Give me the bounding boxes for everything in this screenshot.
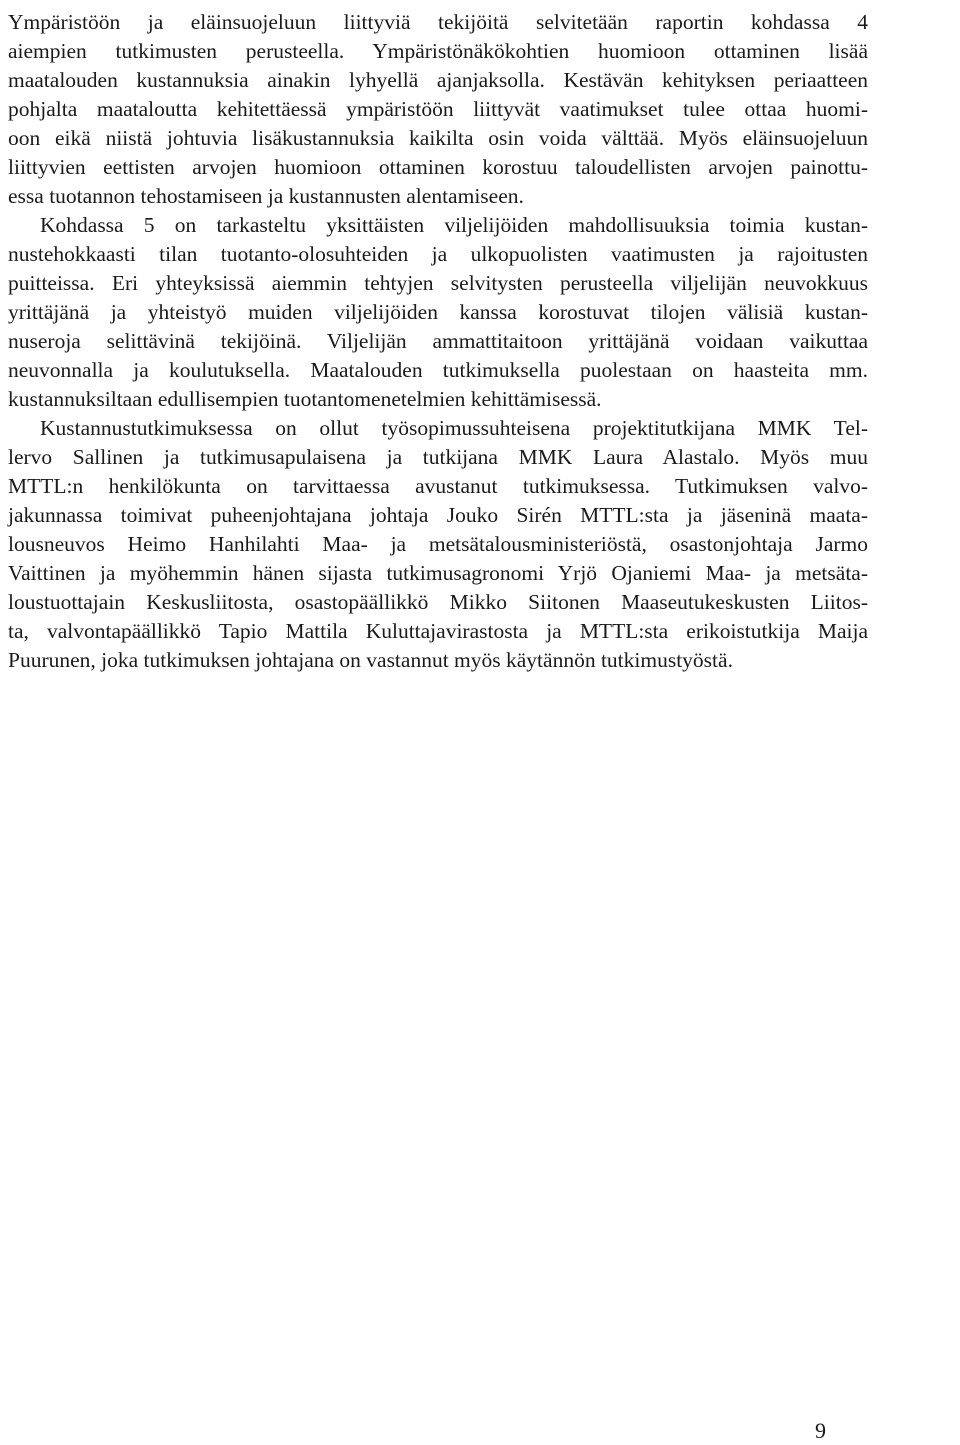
text-line: lervo Sallinen ja tutkimusapulaisena ja tutkijana MMK Laura Alastalo. Myös muu: [8, 445, 868, 469]
text-line: Vaittinen ja myöhemmin hänen sijasta tutkimusagronomi Yrjö Ojaniemi Maa- ja metsäta-: [8, 561, 868, 585]
text-line: loustuottajain Keskusliitosta, osastopäällikkö Mikko Siitonen Maaseutukeskusten Liitos-: [8, 590, 868, 614]
text-line: jakunnassa toimivat puheenjohtajana johtaja Jouko Sirén MTTL:sta ja jäseninä maata-: [8, 503, 868, 527]
text-line: aiempien tutkimusten perusteella. Ympäristönäkökohtien huomioon ottaminen lisää: [8, 39, 868, 63]
text-line: puitteissa. Eri yhteyksissä aiemmin tehtyjen selvitysten perusteella viljelijän neuvokkuus: [8, 271, 868, 295]
text-line: essa tuotannon tehostamiseen ja kustannusten alentamiseen.: [8, 184, 524, 208]
text-line: oon eikä niistä johtuvia lisäkustannuksia kaikilta osin voida välttää. Myös eläinsuojeluun: [8, 126, 868, 150]
page-number: 9: [815, 1418, 826, 1443]
text-line: ta, valvontapäällikkö Tapio Mattila Kuluttajavirastosta ja MTTL:sta erikoistutkija Maija: [8, 619, 868, 643]
text-line: Kohdassa 5 on tarkasteltu yksittäisten viljelijöiden mahdollisuuksia toimia kustan-: [40, 213, 868, 237]
text-line: lousneuvos Heimo Hanhilahti Maa- ja metsätalousministeriöstä, osastonjohtaja Jarmo: [8, 532, 868, 556]
text-line: liittyvien eettisten arvojen huomioon ottaminen korostuu taloudellisten arvojen painottu-: [8, 155, 868, 179]
text-line: neuvonnalla ja koulutuksella. Maatalouden tutkimuksella puolestaan on haasteita mm.: [8, 358, 868, 382]
text-line: nuseroja selittävinä tekijöinä. Viljelijän ammattitaitoon yrittäjänä voidaan vaikuttaa: [8, 329, 868, 353]
text-line: Kustannustutkimuksessa on ollut työsopimussuhteisena projektitutkijana MMK Tel-: [40, 416, 868, 440]
text-line: maatalouden kustannuksia ainakin lyhyellä ajanjaksolla. Kestävän kehityksen periaatteen: [8, 68, 868, 92]
text-line: pohjalta maataloutta kehitettäessä ympäristöön liittyvät vaatimukset tulee ottaa huomi-: [8, 97, 868, 121]
text-line: Ympäristöön ja eläinsuojeluun liittyviä tekijöitä selvitetään raportin kohdassa 4: [8, 10, 868, 34]
text-line: MTTL:n henkilökunta on tarvittaessa avustanut tutkimuksessa. Tutkimuksen valvo-: [8, 474, 868, 498]
text-line: nustehokkaasti tilan tuotanto-olosuhteiden ja ulkopuolisten vaatimusten ja rajoitusten: [8, 242, 868, 266]
body-text: [8, 8, 868, 675]
text-line: Puurunen, joka tutkimuksen johtajana on vastannut myös käytännön tutkimustyöstä.: [8, 648, 733, 672]
text-line: kustannuksiltaan edullisempien tuotantomenetelmien kehittämisessä.: [8, 387, 602, 411]
text-line: yrittäjänä ja yhteistyö muiden viljelijöiden kanssa korostuvat tilojen välisiä kustan-: [8, 300, 868, 324]
